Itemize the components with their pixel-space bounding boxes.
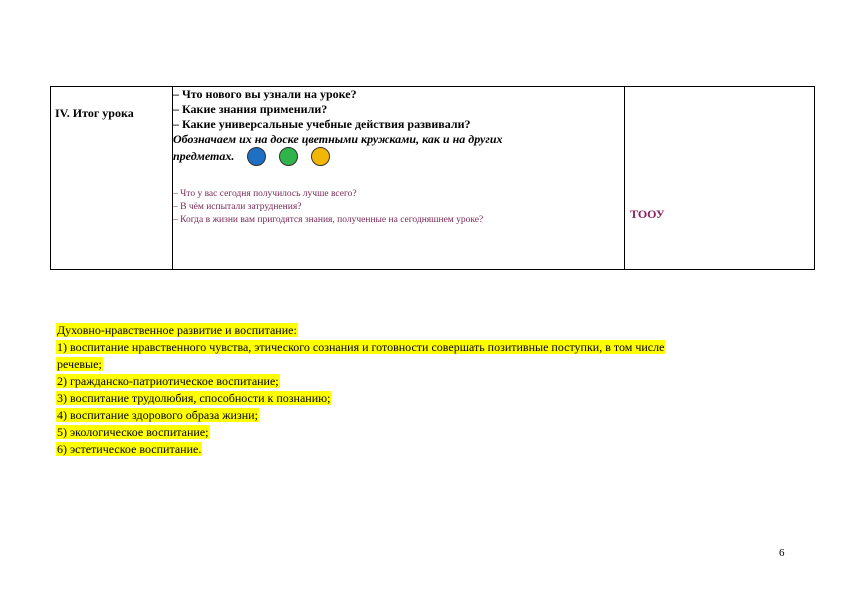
highlighted-text: 4) воспитание здорового образа жизни; <box>57 408 258 422</box>
list-item <box>56 339 665 356</box>
highlighted-text: 1) воспитание нравственного чувства, этического сознания и готовности совершать позитивные поступки, в том числе <box>57 340 665 354</box>
content-cell <box>173 87 625 270</box>
reflection-line: – Когда в жизни вам пригодятся знания, полученные на сегодняшнем уроке? <box>173 215 484 225</box>
highlighted-text: 3) воспитание трудолюбия, способности к познанию; <box>57 391 331 405</box>
table-row <box>51 87 815 270</box>
list-item <box>56 373 665 390</box>
stage-cell <box>51 87 173 270</box>
question-line: – Какие универсальные учебные действия развивали? <box>173 117 471 131</box>
result-label: ТООУ <box>630 207 665 221</box>
list-item <box>56 390 665 407</box>
question-line: – Что нового вы узнали на уроке? <box>173 87 357 101</box>
lesson-stage-table <box>50 86 815 270</box>
highlighted-text: 6) эстетическое воспитание. <box>57 442 202 456</box>
list-item <box>56 407 665 424</box>
result-cell <box>625 87 815 270</box>
page-number: 6 <box>779 547 785 559</box>
highlighted-text: Духовно-нравственное развитие и воспитание: <box>57 323 297 337</box>
blue-circle-icon <box>247 147 266 166</box>
list-item <box>56 424 665 441</box>
reflection-line: – Что у вас сегодня получилось лучше всего? <box>173 189 357 199</box>
reflection-questions <box>173 188 624 227</box>
yellow-circle-icon <box>311 147 330 166</box>
stage-title: IV. Итог урока <box>55 106 134 120</box>
upbringing-list <box>56 322 665 458</box>
note-line: Обозначаем их на доске цветными кружками, как и на других <box>173 132 503 146</box>
reflection-line: – В чём испытали затруднения? <box>173 202 302 212</box>
green-circle-icon <box>279 147 298 166</box>
note-line: предметах. <box>173 149 235 163</box>
list-item <box>56 356 665 373</box>
question-line: – Какие знания применили? <box>173 102 328 116</box>
list-item <box>56 441 665 458</box>
highlighted-text: 5) экологическое воспитание; <box>57 425 209 439</box>
note-circles-row <box>173 147 624 166</box>
highlighted-text: 2) гражданско-патриотическое воспитание; <box>57 374 279 388</box>
highlighted-text: речевые; <box>57 357 102 371</box>
list-item <box>56 322 665 339</box>
